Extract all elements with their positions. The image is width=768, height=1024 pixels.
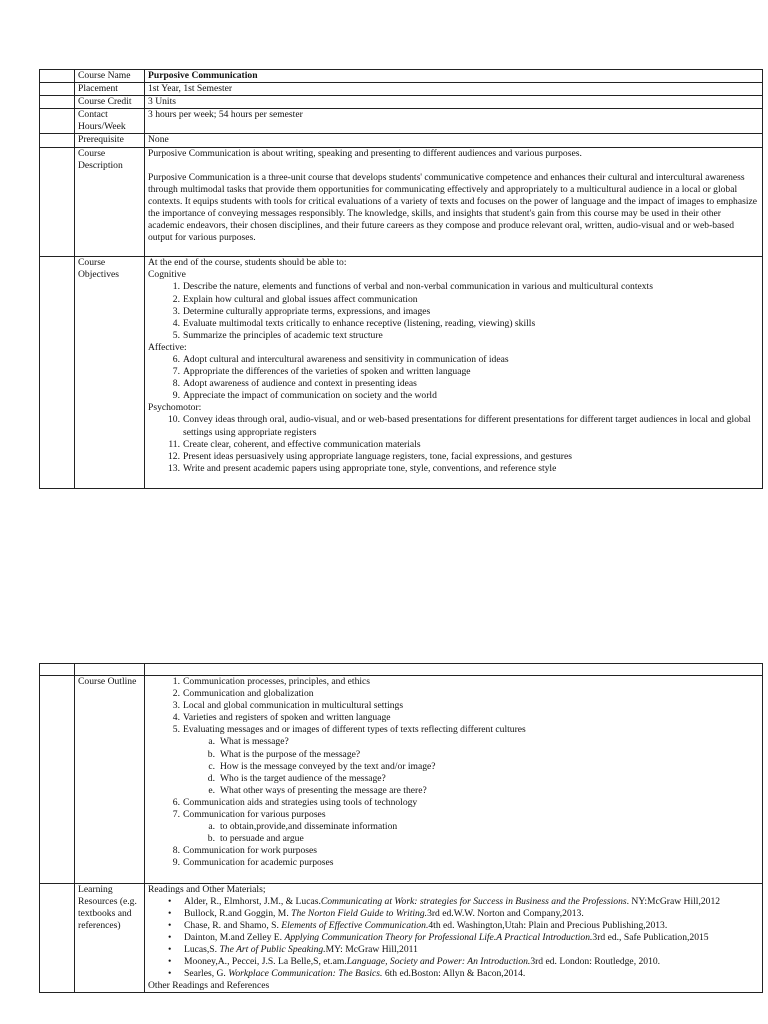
outline-row xyxy=(40,676,763,884)
objective-item-number: 6. xyxy=(172,353,180,365)
reference-title: Applying Communication Theory for Professional Life.A Practical Introduction. xyxy=(284,931,593,943)
prerequisite-row xyxy=(40,134,763,147)
outline-subitem-text: to obtain,provide,and disseminate information xyxy=(220,821,398,833)
outline-subitem-number: b. xyxy=(207,833,215,845)
outline-item-number: 3. xyxy=(172,700,180,712)
reference-title: Communicating at Work: strategies for Success in Business and the Professions xyxy=(320,895,627,907)
objective-item-number: 11. xyxy=(168,438,180,450)
outline-item-number: 4. xyxy=(172,712,180,724)
reference-item xyxy=(166,908,759,920)
reference-publication: 3rd ed.W.W. Norton and Company,2013. xyxy=(427,907,584,919)
outline-item: 9. Communication for academic purposes xyxy=(172,857,334,869)
contact-label: Contact Hours/Week xyxy=(75,109,145,134)
objective-item-number: 2. xyxy=(172,293,180,305)
objective-item xyxy=(166,281,759,293)
reference-publication: MY: McGraw Hill,2011 xyxy=(325,943,418,955)
outline-item-text: Evaluating messages and or images of different types of texts reflecting different cultures xyxy=(183,724,526,736)
course-info-table xyxy=(39,69,763,489)
reference-title: Language, Society and Power: An Introduction. xyxy=(346,956,531,968)
credit-value: 3 Units xyxy=(145,96,763,109)
placement-value: 1st Year, 1st Semester xyxy=(145,83,763,96)
objective-item-text: Describe the nature, elements and functions of verbal and non-verbal communication in various and multicultural contexts xyxy=(183,281,653,293)
other-readings-label: Other Readings and References xyxy=(148,980,270,992)
reference-authors: Searles, G. xyxy=(184,968,229,980)
credit-row xyxy=(40,96,763,109)
reference-publication: 3rd ed., Safe Publication,2015 xyxy=(592,931,709,943)
cognitive-label: Cognitive xyxy=(148,269,186,281)
objective-item-text: Create clear, coherent, and effective communication materials xyxy=(183,438,421,450)
objective-item xyxy=(166,318,759,330)
objectives-label: Course Objectives xyxy=(75,257,145,489)
outline-subitem-text: What is message? xyxy=(220,736,289,748)
objective-item xyxy=(166,463,759,475)
readings-label: Readings and Other Materials; xyxy=(148,883,266,895)
outline-item: 6. Communication aids and strategies using tools of technology xyxy=(172,796,418,808)
objective-item-text: Determine culturally appropriate terms, expressions, and images xyxy=(183,305,431,317)
reference-item xyxy=(166,956,759,968)
reference-authors: Bullock, R.and Goggin, M. xyxy=(184,907,292,919)
reference-item xyxy=(166,944,759,956)
objective-item xyxy=(166,414,759,438)
description-paragraph-2: Purposive Communication is a three-unit course that develops students' communicative competence and enhances their cultural and intercultural awareness through multimodal tasks that provide them opportunities for communicating effectively and appropriately to a multicultural audience in a local or global contexts. It equips students with tools for critical evaluations of a variety of texts and focuses on the power of language and the impact of images to emphasize the importance of conveying messages responsibly. The knowledge, skills, and insights that student's gain from this course may be used in their other academic endeavors, their chosen disciplines, and their future careers as they compose and produce relevant oral, written, audio-visual and or web-based output for various purposes. xyxy=(148,171,758,244)
outline-subitem-text: What is the purpose of the message? xyxy=(220,748,361,760)
reference-title: The Art of Public Speaking. xyxy=(219,943,326,955)
prerequisite-label: Prerequisite xyxy=(75,134,145,147)
reference-publication: 3rd ed. London: Routledge, 2010. xyxy=(530,956,661,968)
reference-authors: Mooney,A., Peccei, J.S. La Belle,S, et.am. xyxy=(184,956,347,968)
outline-label: Course Outline xyxy=(75,676,145,884)
psychomotor-label: Psychomotor: xyxy=(148,402,202,414)
objective-item-text: Write and present academic papers using appropriate tone, style, conventions, and reference style xyxy=(183,462,557,474)
objective-item-number: 9. xyxy=(172,390,180,402)
reference-authors: Alder, R., Elmhorst, J.M., & Lucas. xyxy=(184,895,321,907)
outline-subitem-number: b. xyxy=(207,748,215,760)
outline-item xyxy=(166,700,759,712)
bullet-icon: • xyxy=(168,931,172,943)
objective-item xyxy=(166,294,759,306)
objective-item xyxy=(166,306,759,318)
outline-subitem xyxy=(203,773,759,785)
resources-row xyxy=(40,883,763,993)
contact-value: 3 hours per week; 54 hours per semester xyxy=(145,109,763,134)
objective-item-text: Convey ideas through oral, audio-visual, and or web-based presentations for different presentations for different target audiences in local and global settings using appropriate registers xyxy=(183,414,751,438)
bullet-icon: • xyxy=(168,919,172,931)
outline-subitem-number: c. xyxy=(208,760,215,772)
placement-row xyxy=(40,83,763,96)
credit-label: Course Credit xyxy=(75,96,145,109)
objective-item-text: Adopt cultural and intercultural awareness and sensitivity in communication of ideas xyxy=(183,353,509,365)
blank-header-row xyxy=(40,664,763,676)
outline-subitem xyxy=(203,761,759,773)
reference-title: The Norton Field Guide to Writing. xyxy=(291,907,428,919)
objective-item-text: Summarize the principles of academic text structure xyxy=(183,329,383,341)
cognitive-objectives-list xyxy=(148,281,759,341)
affective-label: Affective: xyxy=(148,341,187,353)
description-row xyxy=(40,147,763,257)
outline-item xyxy=(166,676,759,688)
objective-item-number: 4. xyxy=(172,317,180,329)
objective-item xyxy=(166,390,759,402)
objective-item-text: Appreciate the impact of communication on society and the world xyxy=(183,390,437,402)
references-list xyxy=(148,896,759,981)
outline-cell xyxy=(145,676,763,884)
objective-item-number: 12. xyxy=(168,450,180,462)
objective-item xyxy=(166,366,759,378)
objective-item-number: 7. xyxy=(172,366,180,378)
resources-label: Learning Resources (e.g. textbooks and references) xyxy=(75,883,145,993)
reference-title: Workplace Communication: The Basics. xyxy=(228,968,383,980)
objective-item-number: 1. xyxy=(172,281,180,293)
reference-publication: 4th ed. Washington,Utah: Plain and Precious Publishing,2013. xyxy=(428,919,668,931)
objective-item-number: 3. xyxy=(172,305,180,317)
outline-item-text: Local and global communication in multicultural settings xyxy=(183,700,404,712)
bullet-icon: • xyxy=(168,907,172,919)
outline-item-number: 2. xyxy=(172,688,180,700)
affective-objectives-list xyxy=(148,354,759,402)
reference-publication: 6th ed.Boston: Allyn & Bacon,2014. xyxy=(382,968,526,980)
course-name-label: Course Name xyxy=(75,70,145,83)
objective-item xyxy=(166,354,759,366)
reference-item xyxy=(166,968,759,980)
objective-item-text: Evaluate multimodal texts critically to enhance receptive (listening, reading, viewing) skills xyxy=(183,317,536,329)
outline-item: 8. Communication for work purposes xyxy=(172,845,318,857)
course-outline-table xyxy=(39,663,763,993)
outline-subitem-text: to persuade and argue xyxy=(220,833,304,845)
objective-item-number: 10. xyxy=(168,414,180,426)
objective-item-number: 5. xyxy=(172,329,180,341)
reference-title: Elements of Effective Communication. xyxy=(281,919,429,931)
reference-item xyxy=(166,896,759,908)
objectives-intro: At the end of the course, students should be able to: xyxy=(148,257,347,269)
contact-row xyxy=(40,109,763,134)
outline-item-text: Communication and globalization xyxy=(183,688,314,700)
objective-item xyxy=(166,439,759,451)
bullet-icon: • xyxy=(168,968,172,980)
outline-item-text: Communication processes, principles, and ethics xyxy=(183,676,371,687)
outline-subitem xyxy=(203,736,759,748)
outline-subitem-number: a. xyxy=(208,821,215,833)
outline-subitem-text: What other ways of presenting the message are there? xyxy=(220,784,427,796)
objective-item-text: Present ideas persuasively using appropriate language registers, tone, facial expressions, and gestures xyxy=(183,450,572,462)
outline-item xyxy=(166,724,759,797)
outline-subitem xyxy=(203,785,759,797)
outline-subitem xyxy=(203,821,759,833)
bullet-icon: • xyxy=(168,956,172,968)
objective-item-text: Appropriate the differences of the varieties of spoken and written language xyxy=(183,366,471,378)
objective-item-text: Adopt awareness of audience and context in presenting ideas xyxy=(183,378,417,390)
course-name-value: Purposive Communication xyxy=(145,70,763,83)
outline-item-number: 1. xyxy=(172,676,180,687)
description-label: Course Description xyxy=(75,147,145,257)
objectives-row xyxy=(40,257,763,489)
outline-item xyxy=(166,688,759,700)
course-outline-list xyxy=(148,676,759,870)
outline-subitem-text: Who is the target audience of the message? xyxy=(220,772,386,784)
resources-cell xyxy=(145,883,763,993)
outline-subitem xyxy=(203,749,759,761)
description-cell xyxy=(145,147,763,257)
reference-authors: Chase, R. and Shamo, S. xyxy=(184,919,282,931)
objective-item xyxy=(166,378,759,390)
outline-sublist xyxy=(183,736,759,796)
outline-subitem-number: d. xyxy=(207,772,215,784)
outline-sublist xyxy=(183,821,759,845)
outline-subitem-number: e. xyxy=(208,784,215,796)
outline-item-text: Varieties and registers of spoken and written language xyxy=(183,712,391,724)
objective-item xyxy=(166,451,759,463)
outline-item: 7. Communication for various purposes a. to obtain,provide,and disseminate information b. to persuade and argue xyxy=(166,809,759,845)
prerequisite-value: None xyxy=(145,134,763,147)
outline-item xyxy=(166,712,759,724)
objective-item-number: 8. xyxy=(172,378,180,390)
bullet-icon: • xyxy=(168,943,172,955)
outline-subitem-text: How is the message conveyed by the text and/or image? xyxy=(220,760,436,772)
reference-publication: . NY:McGraw Hill,2012 xyxy=(626,895,721,907)
placement-label: Placement xyxy=(75,83,145,96)
objective-item-text: Explain how cultural and global issues affect communication xyxy=(183,293,418,305)
outline-subitem-number: a. xyxy=(208,736,215,748)
objectives-cell xyxy=(145,257,763,489)
description-paragraph-1: Purposive Communication is about writing, speaking and presenting to different audiences and various purposes. xyxy=(148,147,582,159)
objective-item-number: 13. xyxy=(168,462,180,474)
outline-item-number: 5. xyxy=(172,724,180,736)
outline-subitem xyxy=(203,833,759,845)
objective-item xyxy=(166,330,759,342)
bullet-icon: • xyxy=(168,895,172,907)
reference-authors: Dainton, M.and Zelley E. xyxy=(184,931,285,943)
reference-item xyxy=(166,932,759,944)
course-name-row xyxy=(40,70,763,83)
psychomotor-objectives-list xyxy=(148,414,759,474)
reference-authors: Lucas,S. xyxy=(184,943,220,955)
reference-item xyxy=(166,920,759,932)
